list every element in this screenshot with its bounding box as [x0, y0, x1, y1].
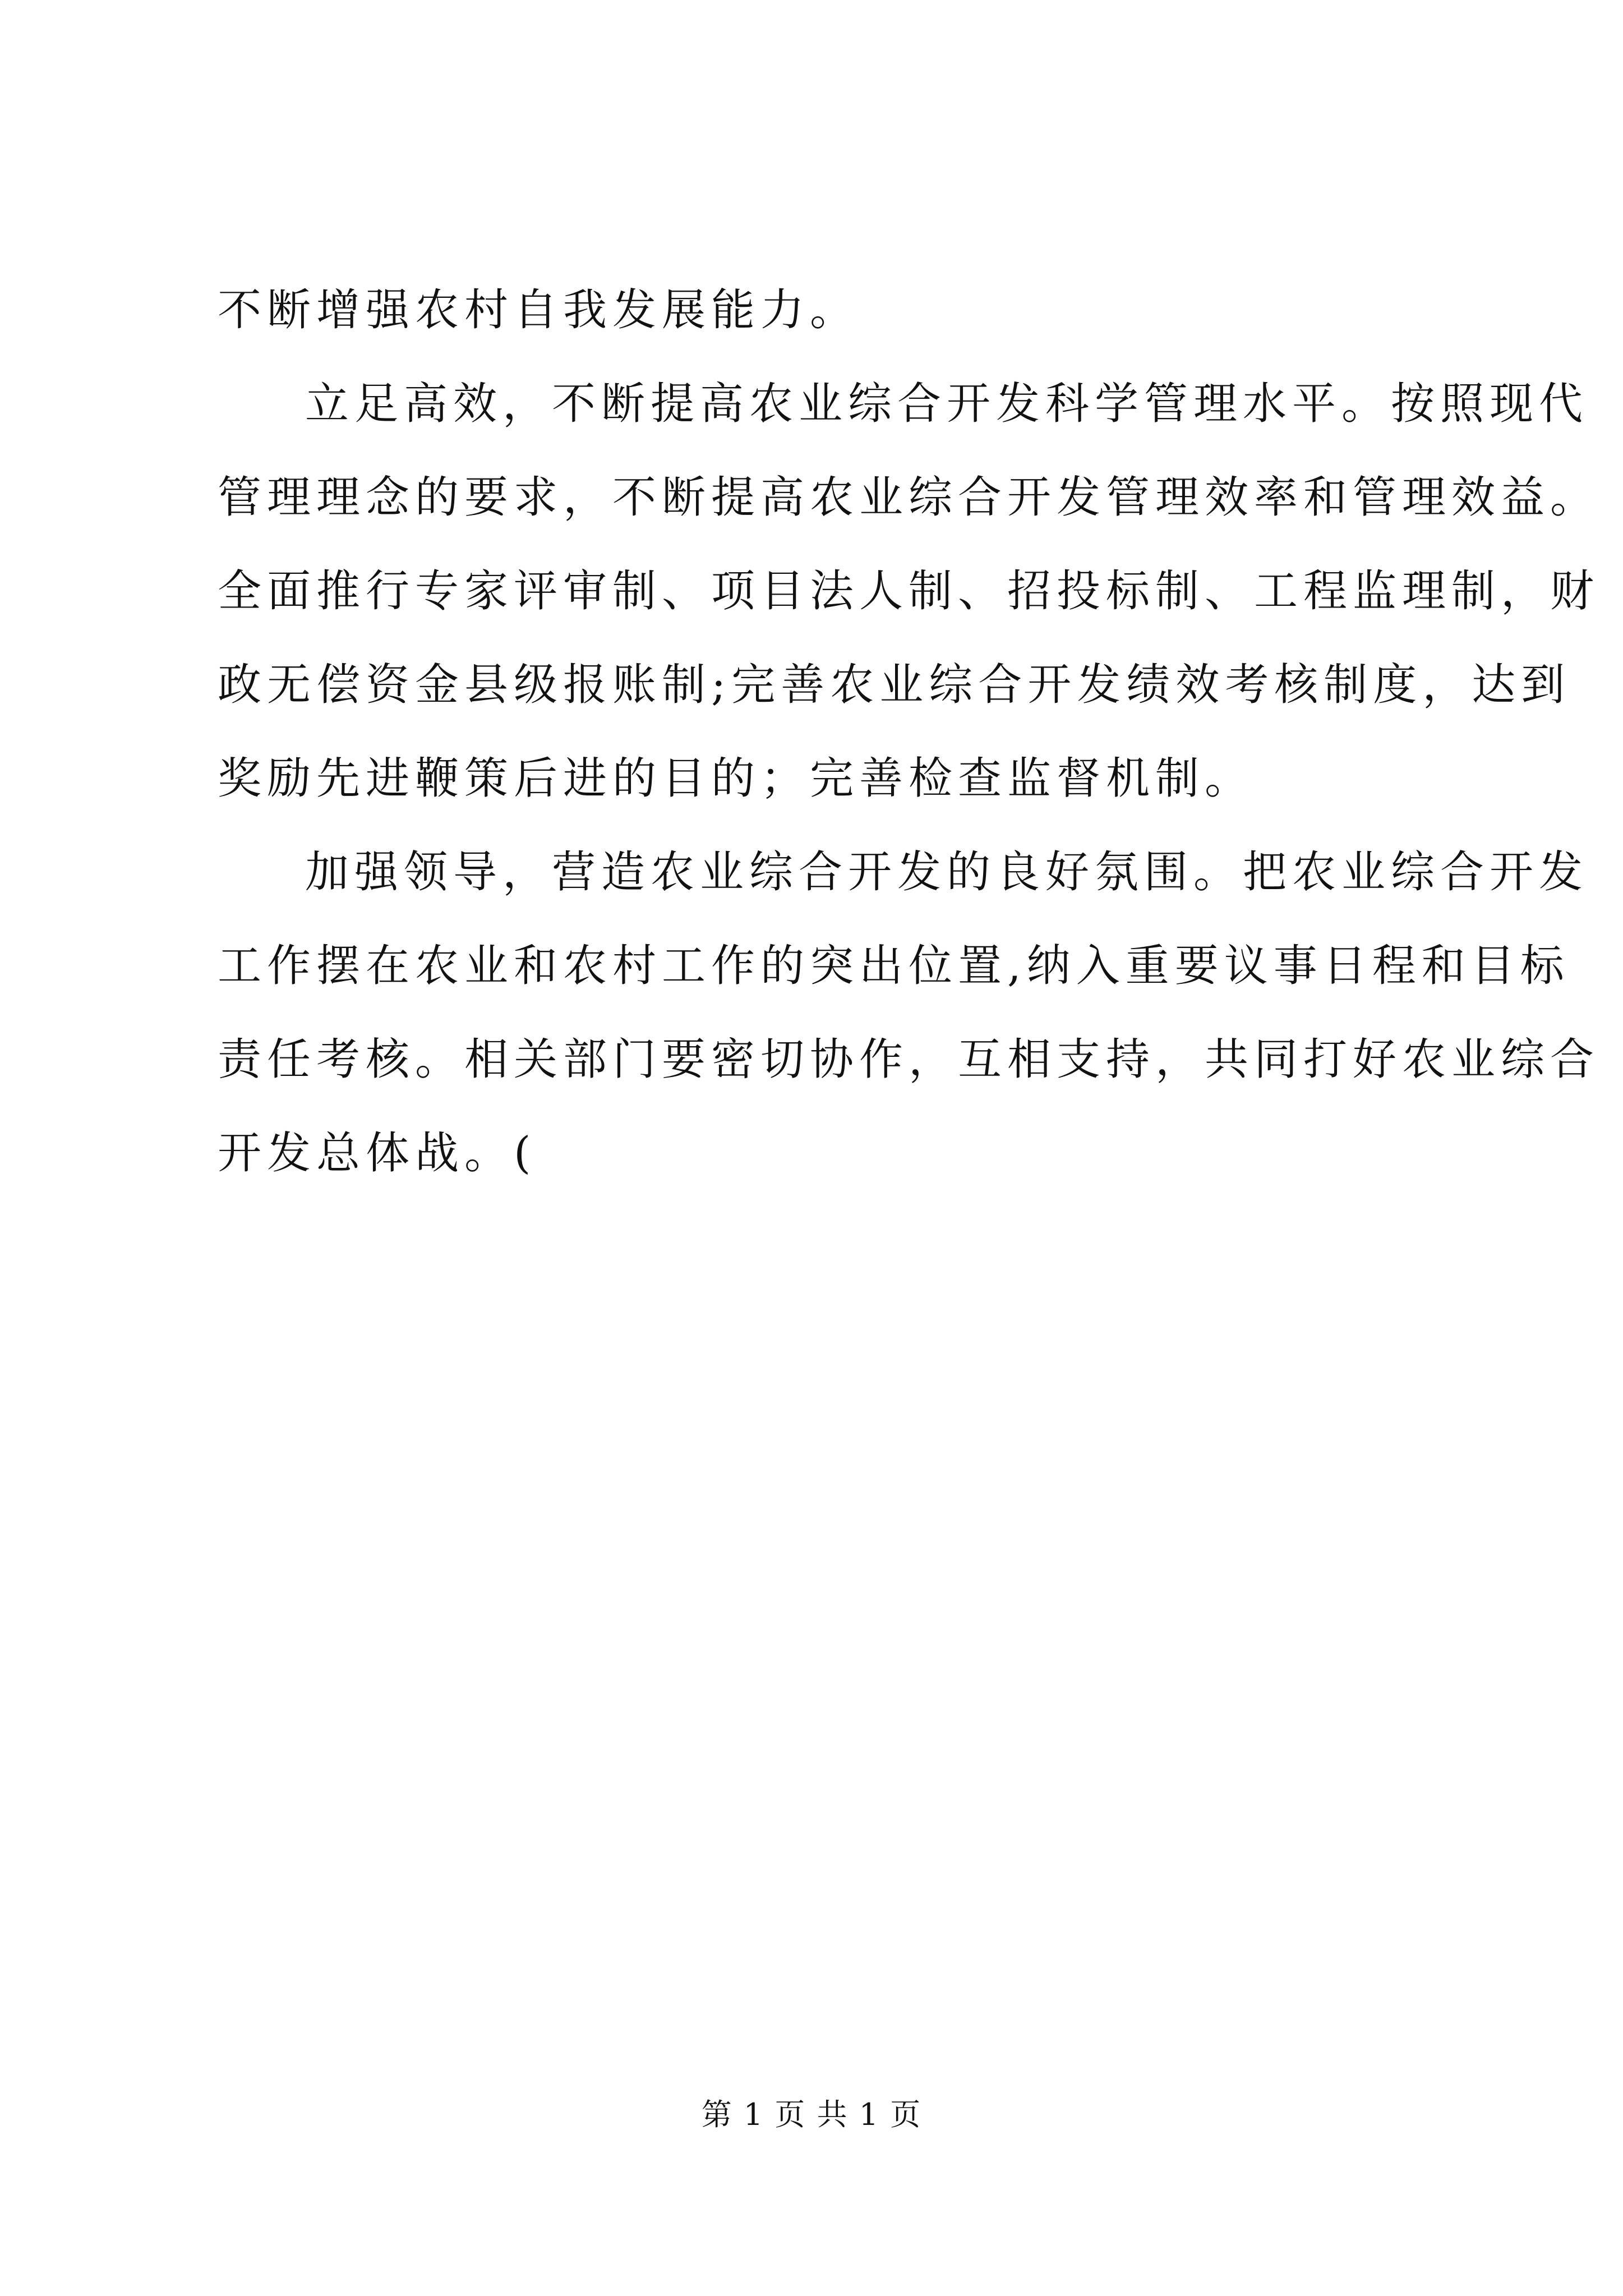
text-line-7: 加强领导，营造农业综合开发的良好氛围。把农业综合开发: [305, 847, 1589, 898]
document-body: [218, 264, 1600, 1200]
text-line-5: 政无偿资金县级报账制;完善农业综合开发绩效考核制度，达到: [218, 660, 1571, 710]
page-footer: 第 1 页 共 1 页: [701, 2097, 922, 2132]
text-line-1: 不断增强农村自我发展能力。: [218, 285, 860, 335]
text-line-10: 开发总体战。(: [218, 1128, 537, 1179]
text-line-4: 全面推行专家评审制、项目法人制、招投标制、工程监理制，财: [218, 566, 1600, 616]
text-line-2: 立足高效，不断提高农业综合开发科学管理水平。按照现代: [305, 379, 1589, 429]
text-line-8: 工作摆在农业和农村工作的突出位置,纳入重要议事日程和目标: [218, 941, 1570, 991]
text-line-9: 责任考核。相关部门要密切协作，互相支持，共同打好农业综合: [218, 1034, 1600, 1085]
text-line-3: 管理理念的要求，不断提高农业综合开发管理效率和管理效益。: [218, 472, 1600, 523]
text-line-6: 奖励先进鞭策后进的目的；完善检查监督机制。: [218, 753, 1255, 804]
